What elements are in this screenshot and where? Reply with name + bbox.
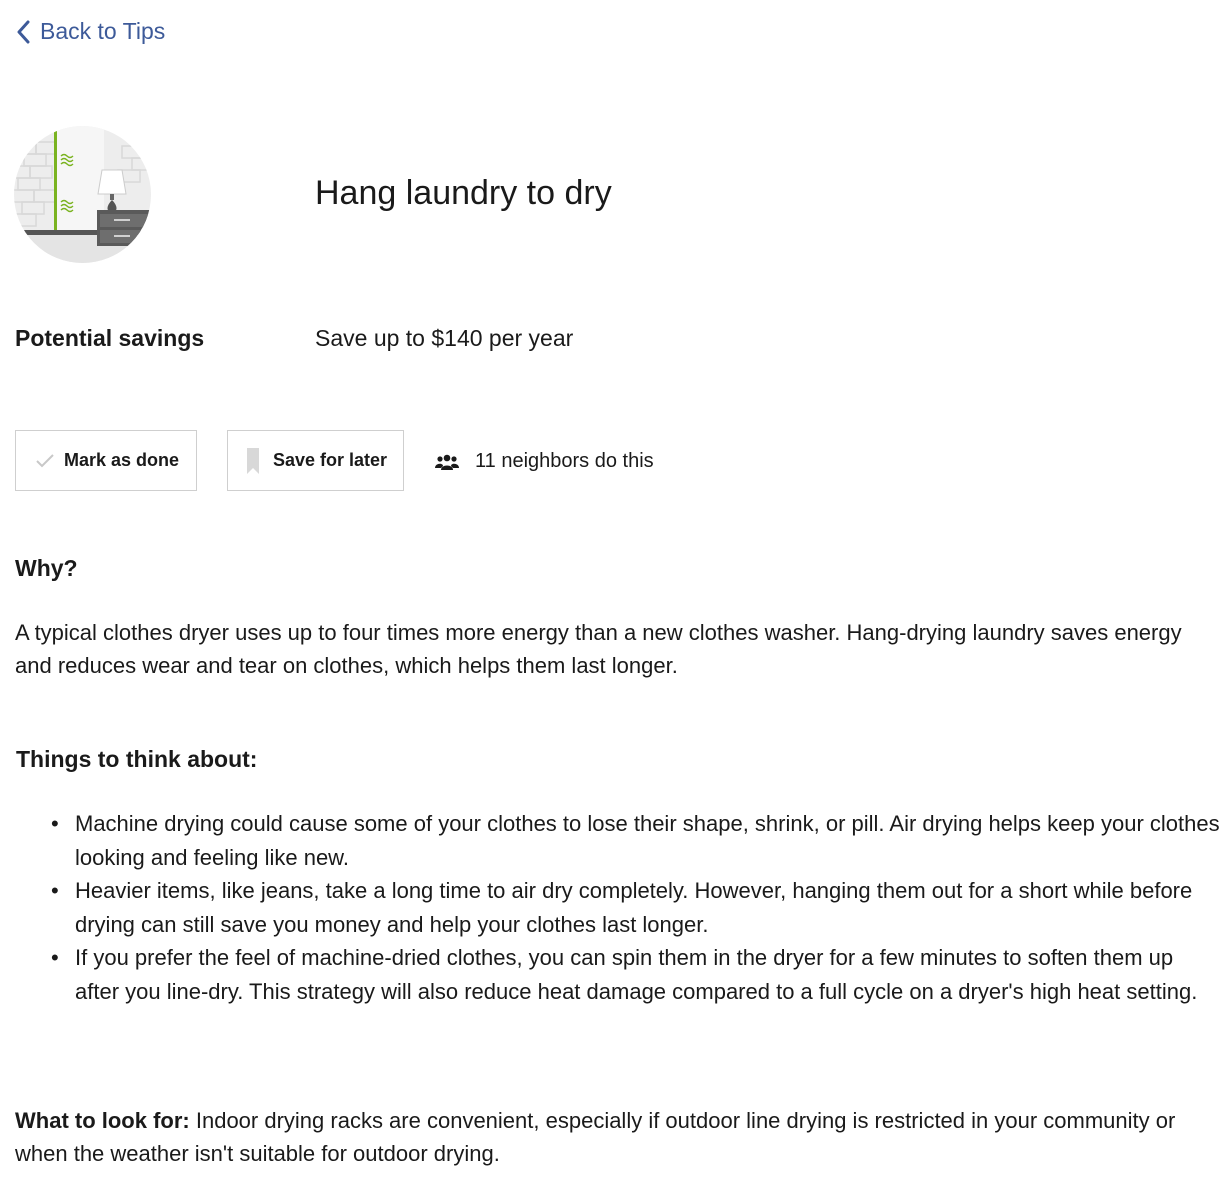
- things-heading: Things to think about:: [16, 746, 258, 772]
- why-heading: Why?: [15, 555, 78, 581]
- back-label: Back to Tips: [40, 18, 166, 44]
- bookmark-icon: [247, 448, 259, 474]
- chevron-left-icon: [16, 20, 30, 44]
- list-item: • Machine drying could cause some of your clothes to lose their shape, shrink, or pill. Air drying helps keep your clothes looking and feeling like new.: [75, 807, 1220, 874]
- users-group-icon: [435, 454, 459, 470]
- save-for-later-label: Save for later: [273, 450, 388, 470]
- savings-value: Save up to $140 per year: [315, 325, 574, 351]
- mark-as-done-label: Mark as done: [64, 450, 180, 470]
- what-to-look-for: [15, 1104, 1215, 1170]
- things-list: [15, 807, 1220, 1008]
- back-to-tips-link[interactable]: [16, 18, 165, 45]
- save-for-later-button[interactable]: [227, 430, 404, 491]
- laundry-room-illustration-icon: [14, 126, 151, 263]
- tip-title: Hang laundry to dry: [315, 174, 612, 212]
- list-item: • Heavier items, like jeans, take a long time to air dry completely. However, hanging them out for a short while before drying can still save you money and help your clothes last longer.: [75, 874, 1220, 941]
- look-for-body: Indoor drying racks are convenient, especially if outdoor line drying is restricted in your community or when the weather isn't suitable for outdoor drying.: [15, 1108, 1176, 1166]
- list-item: • If you prefer the feel of machine-dried clothes, you can spin them in the dryer for a few minutes to soften them up after you line-dry. This strategy will also reduce heat damage compared to a full cycle on a dryer's high heat setting.: [75, 941, 1220, 1008]
- neighbors-text: 11 neighbors do this: [475, 450, 654, 472]
- neighbors-count: [435, 450, 654, 473]
- checkmark-icon: [35, 453, 55, 469]
- why-body: A typical clothes dryer uses up to four times more energy than a new clothes washer. Hang-drying laundry saves energy and reduces wear and tear on clothes, which helps them last longer.: [15, 620, 1182, 678]
- savings-label: Potential savings: [15, 325, 205, 351]
- look-for-label: What to look for:: [15, 1108, 190, 1133]
- mark-as-done-button[interactable]: [15, 430, 197, 491]
